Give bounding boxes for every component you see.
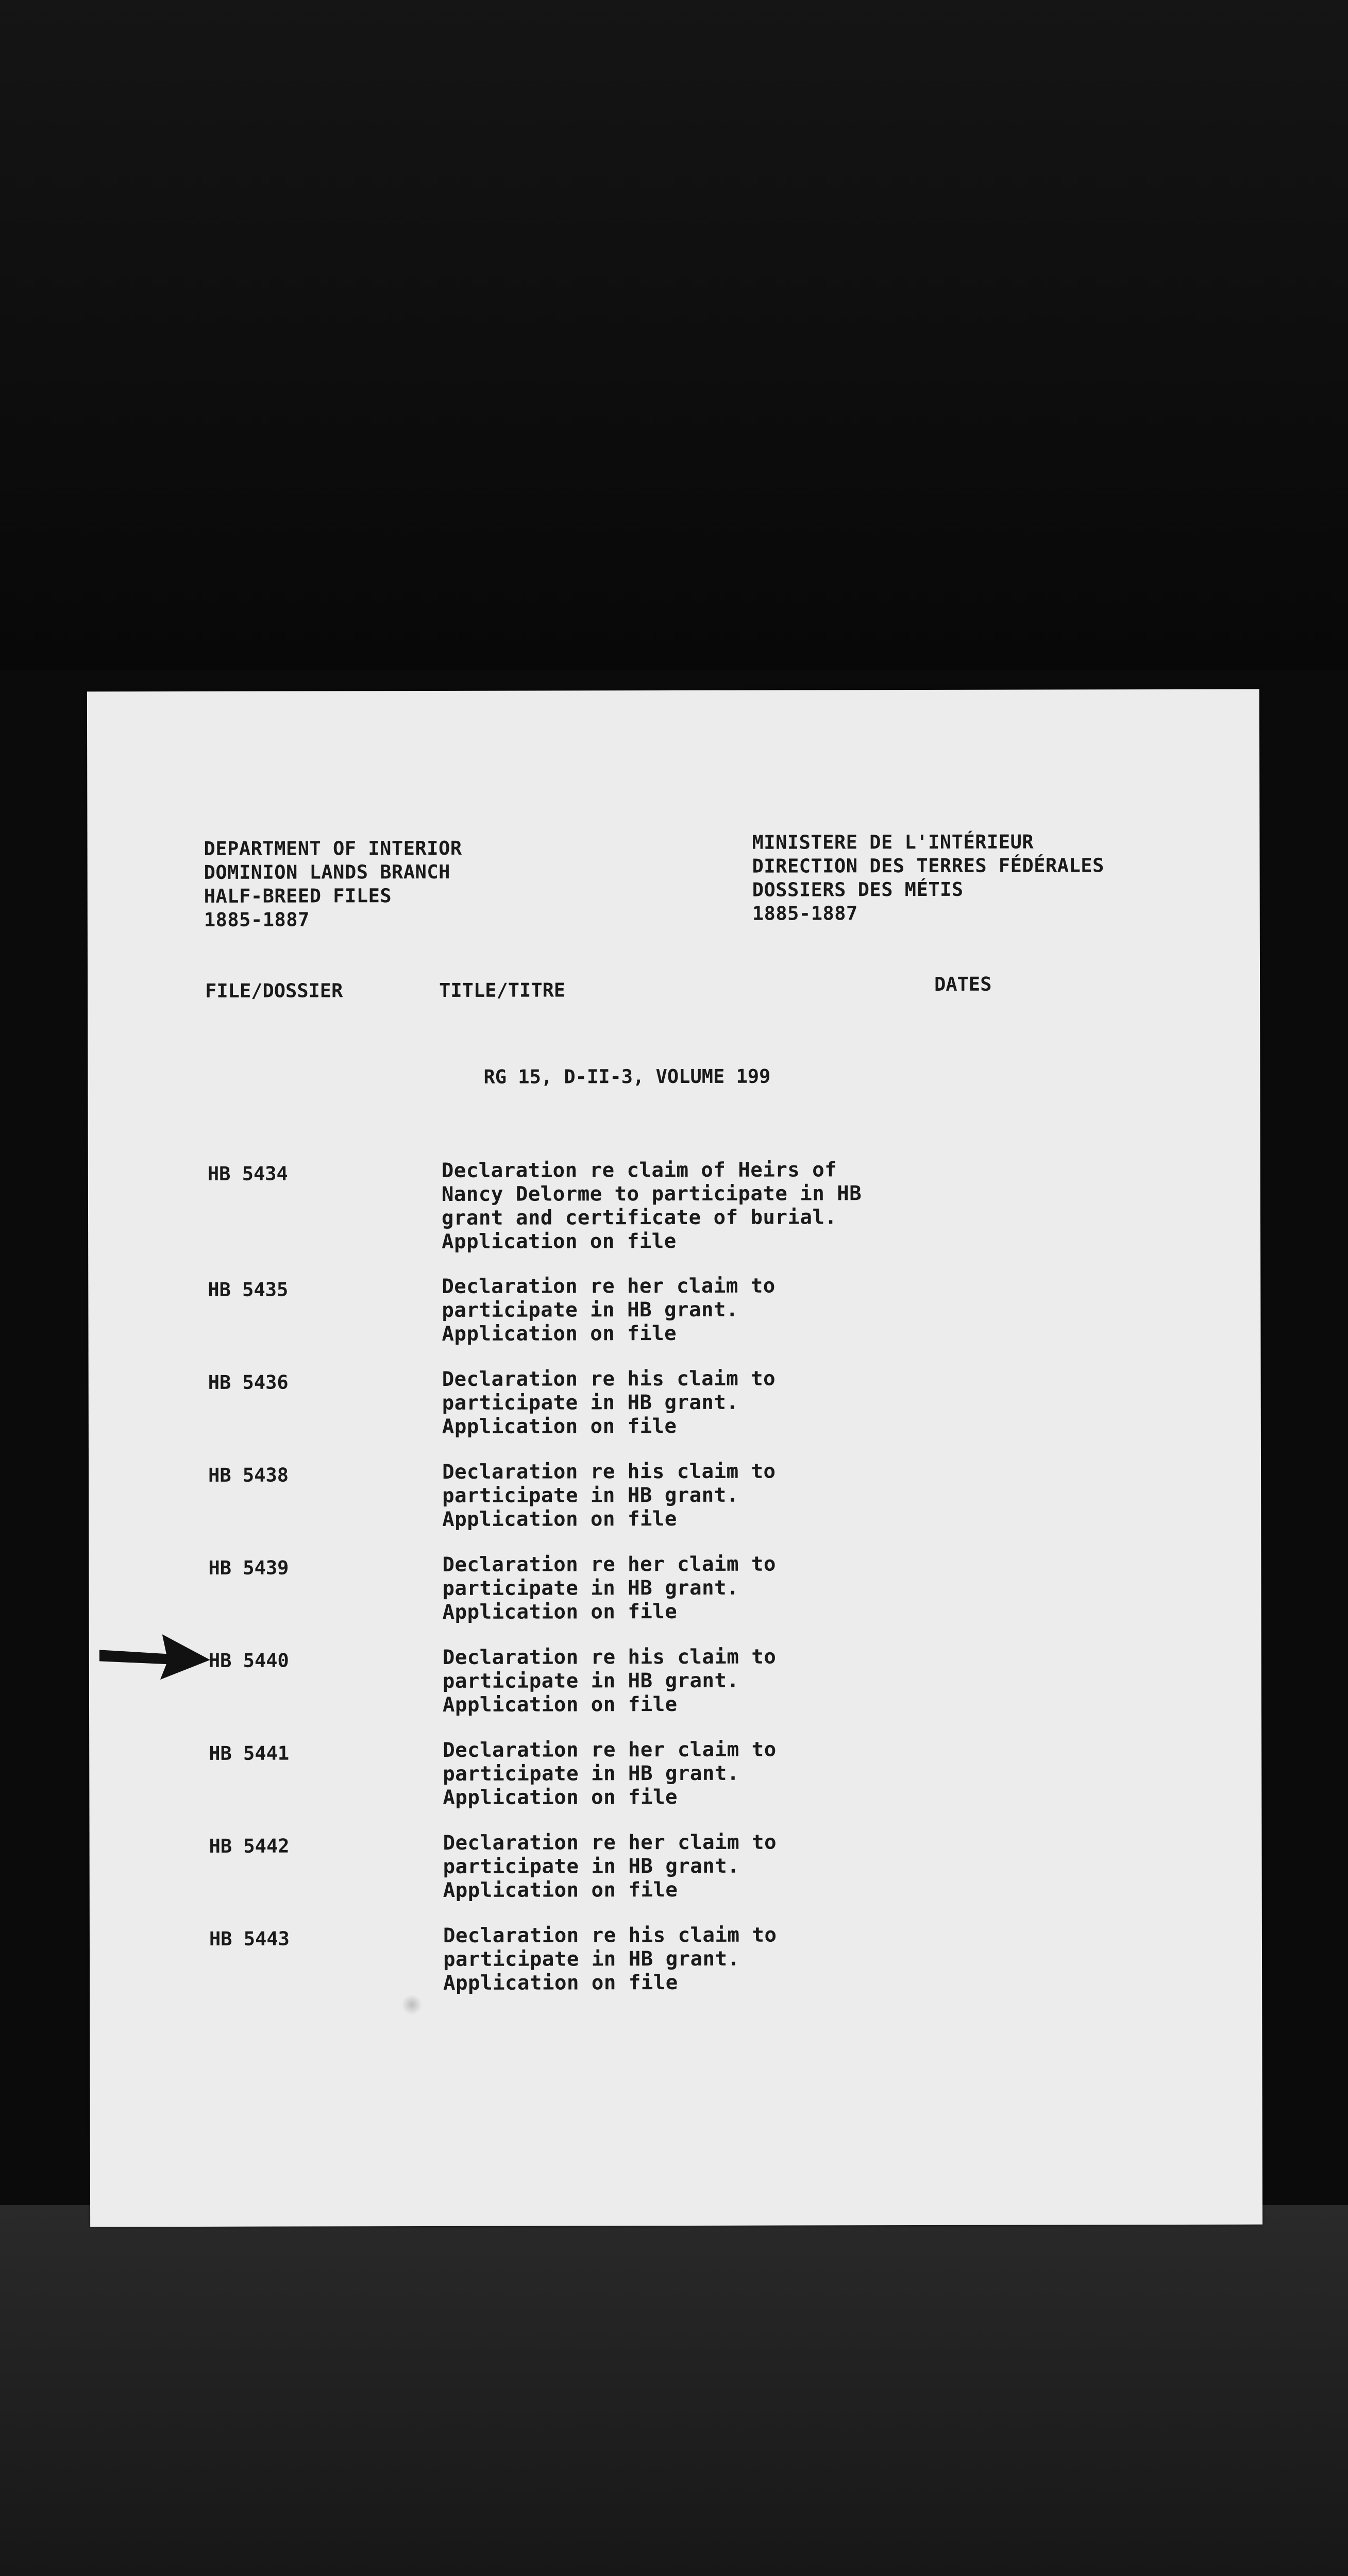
column-header-title: TITLE/TITRE [439,979,566,1002]
file-title-line: Declaration re her claim to [442,1552,776,1577]
header-department: DEPARTMENT OF INTERIOR [204,837,462,860]
volume-reference: RG 15, D-II-3, VOLUME 199 [483,1065,771,1088]
file-title-line: Nancy Delorme to participate in HB [441,1182,862,1206]
file-title [443,1924,777,1995]
file-title-line: Application on file [443,1878,678,1902]
header-direction: DIRECTION DES TERRES FÉDÉRALES [752,854,1104,877]
microfilm-background-top [0,0,1348,670]
file-number: HB 5439 [208,1556,289,1579]
file-title-line: participate in HB grant. [442,1483,739,1507]
file-title-line: participate in HB grant. [443,1761,739,1786]
header-series: HALF-BREED FILES [204,885,392,907]
file-title-line: Declaration re his claim to [442,1367,776,1391]
header-english [204,837,462,932]
file-title-line: participate in HB grant. [443,1854,740,1878]
file-title-line: Declaration re his claim to [442,1645,777,1669]
header-annees: 1885-1887 [752,902,858,925]
file-title-line: Declaration re her claim to [443,1831,777,1855]
file-title-line: Declaration re her claim to [442,1274,776,1298]
file-title-line: participate in HB grant. [443,1947,740,1971]
file-title [443,1831,777,1903]
file-number: HB 5443 [209,1927,290,1950]
file-title-line: Application on file [442,1414,677,1438]
file-title [442,1367,776,1439]
file-title-line: Application on file [442,1507,677,1531]
document-page [87,689,1262,2227]
list-item [89,1367,1222,1438]
file-title-line: Declaration re her claim to [443,1738,777,1762]
column-header-dates: DATES [934,973,992,995]
arrow-right-icon [99,1634,210,1681]
file-title-line: Declaration re his claim to [442,1460,776,1484]
file-number: HB 5442 [209,1835,290,1857]
file-title-line: participate in HB grant. [442,1391,739,1415]
file-title-line: Declaration re claim of Heirs of [441,1158,837,1182]
file-number: HB 5438 [208,1464,289,1486]
file-title-line: participate in HB grant. [442,1669,739,1693]
file-title-line: Application on file [443,1971,678,1995]
header-years: 1885-1887 [204,908,310,931]
list-item [90,1831,1223,1902]
list-item [88,1274,1222,1346]
file-title [443,1738,777,1810]
file-number: HB 5434 [207,1162,288,1185]
header-dossiers: DOSSIERS DES MÉTIS [752,878,964,901]
file-number: HB 5436 [208,1371,289,1394]
file-title-line: Application on file [442,1321,677,1346]
file-title-line: Application on file [442,1692,678,1717]
microfilm-background-bottom [0,2205,1348,2576]
file-title-line: grant and certificate of burial. [441,1206,837,1230]
file-title-line: participate in HB grant. [442,1576,739,1600]
header-ministere: MINISTERE DE L'INTÉRIEUR [752,831,1034,854]
file-number: HB 5441 [209,1742,290,1765]
file-title [442,1460,776,1532]
file-title-line: Application on file [443,1785,678,1809]
file-title [442,1553,776,1624]
file-title-line: participate in HB grant. [442,1298,738,1322]
file-title-line: Application on file [442,1229,677,1253]
header-french [752,830,1104,925]
list-item [89,1738,1223,1809]
paper-smudge [401,1994,422,2015]
list-item [89,1460,1222,1531]
list-item [89,1552,1222,1624]
header-branch: DOMINION LANDS BRANCH [204,860,450,884]
file-title-line: Application on file [442,1600,678,1624]
list-item [89,1645,1223,1717]
list-item [90,1923,1223,1995]
file-title [442,1158,862,1254]
file-title [442,1275,776,1346]
list-item [88,1158,1222,1253]
file-number: HB 5440 [208,1649,289,1672]
column-header-file: FILE/DOSSIER [205,979,343,1002]
file-number: HB 5435 [208,1278,289,1301]
file-title-line: Declaration re his claim to [443,1923,777,1947]
file-title [443,1646,777,1717]
